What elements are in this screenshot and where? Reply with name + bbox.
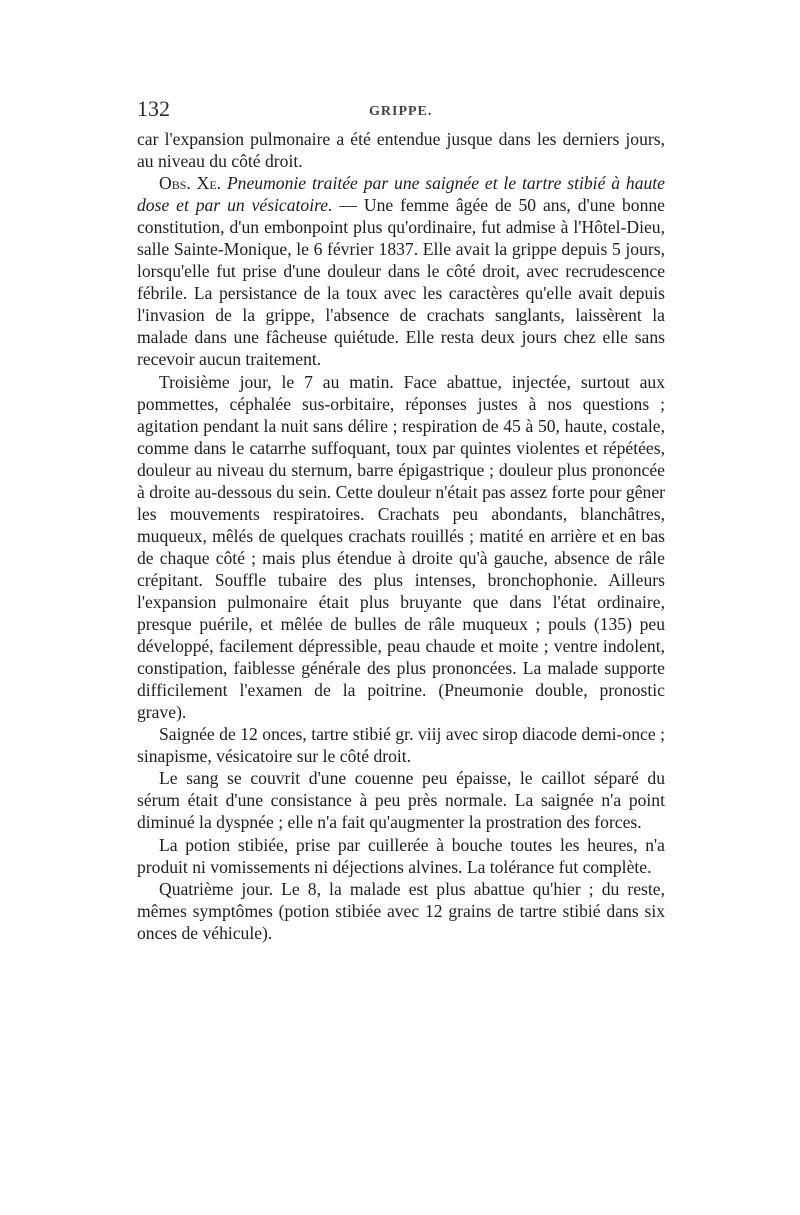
running-head xyxy=(137,96,665,128)
observation-text: — Une femme âgée de 50 ans, d'une bonne constitution, d'un embonpoint plus qu'ordinaire, fut admise à l'Hôtel-Dieu, salle Sainte-Monique, le 6 février 1837. Elle avait la grippe depuis 5 jours, lorsqu'elle fut prise d'une douleur dans le côté droit, avec recrudescence fébrile. La persistance de la toux avec les caractères qu'elle avait depuis l'invasion de la grippe, l'absence de crachats sanglants, laissèrent la malade dans une fâcheuse quiétude. Elle resta deux jours chez elle sans recevoir aucun traitement. xyxy=(137,195,665,370)
page-number: 132 xyxy=(137,96,170,121)
paragraph-continuation: car l'expansion pulmonaire a été entendue jusque dans les derniers jours, au niveau du côté droit. xyxy=(137,129,665,172)
paragraph-treatment: Saignée de 12 onces, tartre stibié gr. viij avec sirop diacode demi-once ; sinapisme, vésicatoire sur le côté droit. xyxy=(137,724,665,767)
paragraph-blood: Le sang se couvrit d'une couenne peu épaisse, le caillot séparé du sérum était d'une consistance à peu près normale. La saignée n'a point diminué la dyspnée ; elle n'a fait qu'augmenter la prostration des forces. xyxy=(137,768,665,833)
running-title: GRIPPE. xyxy=(369,104,433,119)
body-text xyxy=(137,128,665,944)
paragraph-observation xyxy=(137,172,665,370)
paragraph-third-day: Troisième jour, le 7 au matin. Face abattue, injectée, surtout aux pommettes, céphalée sus-orbitaire, réponses justes à nos questions ; agitation pendant la nuit sans délire ; respiration de 45 à 50, haute, costale, comme dans le catarrhe suffoquant, toux par quintes violentes et répétées, douleur au niveau du sternum, barre épigastrique ; douleur plus prononcée à droite au-dessous du sein. Cette douleur n'était pas assez forte pour gêner les mouvements respiratoires. Crachats peu abondants, blanchâtres, muqueux, mêlés de quelques crachats rouillés ; matité en arrière et en bas de chaque côté ; mais plus étendue à droite qu'à gauche, absence de râle crépitant. Souffle tubaire des plus intenses, bronchophonie. Ailleurs l'expansion pulmonaire était plus bruyante que dans l'état ordinaire, presque puérile, et mêlée de bulles de râle muqueux ; pouls (135) peu développé, facilement dépressible, peau chaude et moite ; ventre indolent, constipation, faiblesse générale des plus prononcées. La malade supporte difficilement l'examen de la poitrine. (Pneumonie double, pronostic grave). xyxy=(137,371,665,723)
observation-title: Pneumonie traitée par une saignée et le tartre stibié à haute dose et par un vésicatoire. xyxy=(137,173,665,216)
observation-number: Obs. Xe. xyxy=(159,173,222,194)
paragraph-potion: La potion stibiée, prise par cuillerée à bouche toutes les heures, n'a produit ni vomissements ni déjections alvines. La tolérance fut complète. xyxy=(137,834,665,877)
paragraph-fourth-day: Quatrième jour. Le 8, la malade est plus abattue qu'hier ; du reste, mêmes symptômes (potion stibiée avec 12 grains de tartre stibié dans six onces de véhicule). xyxy=(137,878,665,943)
